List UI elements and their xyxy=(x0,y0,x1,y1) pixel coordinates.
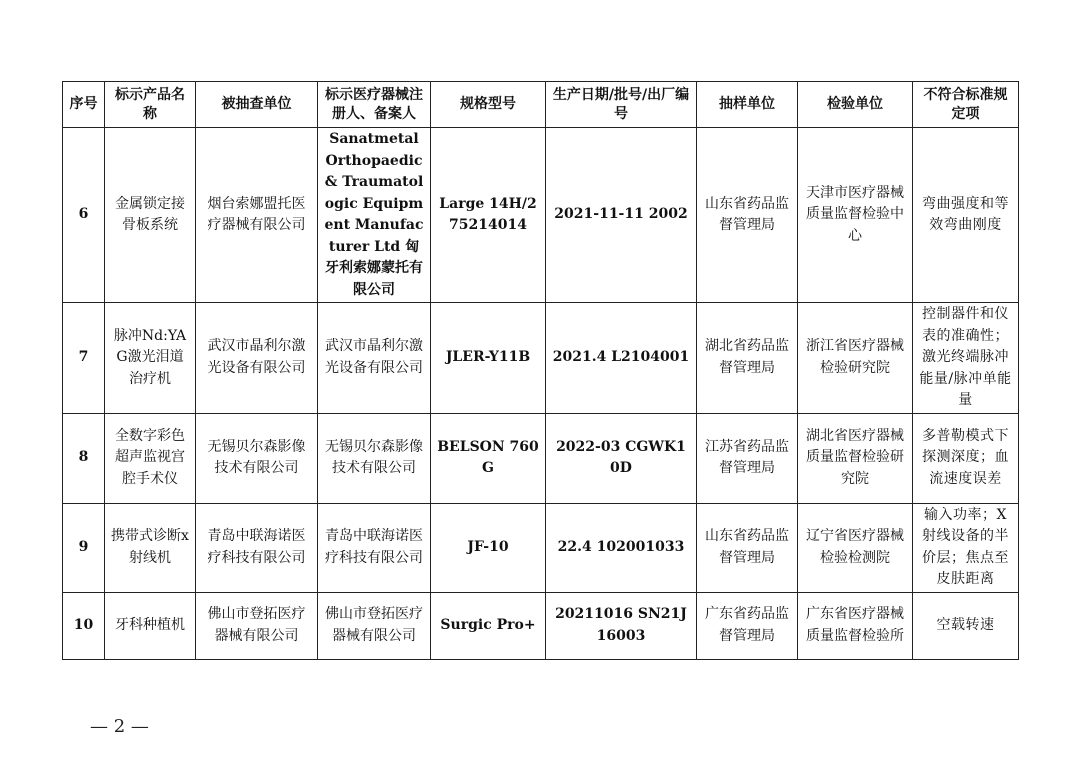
inspected-unit: 佛山市登拓医疗器械有限公司 xyxy=(196,592,318,659)
registrant: 武汉市晶利尔激光设备有限公司 xyxy=(318,303,431,414)
row-number: 9 xyxy=(63,503,105,592)
header-cell-product: 标示产品名称 xyxy=(105,82,196,128)
table-row xyxy=(63,303,1019,414)
nonconformity: 空载转速 xyxy=(913,592,1019,659)
model-spec: Surgic Pro+ xyxy=(431,592,546,659)
testing-unit: 广东省医疗器械质量监督检验所 xyxy=(798,592,913,659)
inspected-unit: 青岛中联海诺医疗科技有限公司 xyxy=(196,503,318,592)
registrant: 青岛中联海诺医疗科技有限公司 xyxy=(318,503,431,592)
inspected-unit: 烟台索娜盟托医疗器械有限公司 xyxy=(196,128,318,303)
sampling-unit: 广东省药品监督管理局 xyxy=(697,592,798,659)
testing-unit: 辽宁省医疗器械检验检测院 xyxy=(798,503,913,592)
sampling-unit: 江苏省药品监督管理局 xyxy=(697,413,798,503)
inspected-unit: 武汉市晶利尔激光设备有限公司 xyxy=(196,303,318,414)
header-cell-date-batch: 生产日期/批号/出厂编号 xyxy=(546,82,697,128)
nonconformity: 控制器件和仪表的准确性；激光终端脉冲能量/脉冲单能量 xyxy=(913,303,1019,414)
nonconformity: 多普勒模式下探测深度；血流速度误差 xyxy=(913,413,1019,503)
nonconformity: 输入功率；X射线设备的半价层；焦点至皮肤距离 xyxy=(913,503,1019,592)
product-name: 携带式诊断x射线机 xyxy=(105,503,196,592)
header-cell-sampling-unit: 抽样单位 xyxy=(697,82,798,128)
row-number: 7 xyxy=(63,303,105,414)
row-number: 8 xyxy=(63,413,105,503)
page-number: — 2 — xyxy=(90,716,149,737)
row-number: 10 xyxy=(63,592,105,659)
product-name: 脉冲Nd:YAG激光泪道治疗机 xyxy=(105,303,196,414)
table-row xyxy=(63,128,1019,303)
registrant: Sanatmetal Orthopaedic & Traumatologic Equipment Manufacturer Ltd 匈牙利索娜蒙托有限公司 xyxy=(318,128,431,303)
product-name: 全数字彩色超声监视宫腔手术仪 xyxy=(105,413,196,503)
row-number: 6 xyxy=(63,128,105,303)
testing-unit: 浙江省医疗器械检验研究院 xyxy=(798,303,913,414)
registrant: 无锡贝尔森影像技术有限公司 xyxy=(318,413,431,503)
model-spec: BELSON 760G xyxy=(431,413,546,503)
production-date-batch: 22.4 102001033 xyxy=(546,503,697,592)
table-row xyxy=(63,503,1019,592)
sampling-unit: 山东省药品监督管理局 xyxy=(697,128,798,303)
model-spec: JLER-Y11B xyxy=(431,303,546,414)
production-date-batch: 2021.4 L2104001 xyxy=(546,303,697,414)
product-name: 牙科种植机 xyxy=(105,592,196,659)
header-cell-model: 规格型号 xyxy=(431,82,546,128)
sampling-unit: 山东省药品监督管理局 xyxy=(697,503,798,592)
registrant: 佛山市登拓医疗器械有限公司 xyxy=(318,592,431,659)
model-spec: JF-10 xyxy=(431,503,546,592)
model-spec: Large 14H/275214014 xyxy=(431,128,546,303)
sampling-unit: 湖北省药品监督管理局 xyxy=(697,303,798,414)
header-cell-number: 序号 xyxy=(63,82,105,128)
production-date-batch: 2021-11-11 2002 xyxy=(546,128,697,303)
nonconformity: 弯曲强度和等效弯曲刚度 xyxy=(913,128,1019,303)
table-header-row xyxy=(63,82,1019,128)
header-cell-nonconformity: 不符合标准规定项 xyxy=(913,82,1019,128)
header-cell-testing-unit: 检验单位 xyxy=(798,82,913,128)
production-date-batch: 20211016 SN21J16003 xyxy=(546,592,697,659)
header-cell-registrant: 标示医疗器械注册人、备案人 xyxy=(318,82,431,128)
testing-unit: 湖北省医疗器械质量监督检验研究院 xyxy=(798,413,913,503)
inspected-unit: 无锡贝尔森影像技术有限公司 xyxy=(196,413,318,503)
inspection-results-table xyxy=(62,81,1019,660)
production-date-batch: 2022-03 CGWK10D xyxy=(546,413,697,503)
table-row xyxy=(63,413,1019,503)
product-name: 金属锁定接骨板系统 xyxy=(105,128,196,303)
testing-unit: 天津市医疗器械质量监督检验中心 xyxy=(798,128,913,303)
header-cell-inspected-unit: 被抽查单位 xyxy=(196,82,318,128)
table-row xyxy=(63,592,1019,659)
